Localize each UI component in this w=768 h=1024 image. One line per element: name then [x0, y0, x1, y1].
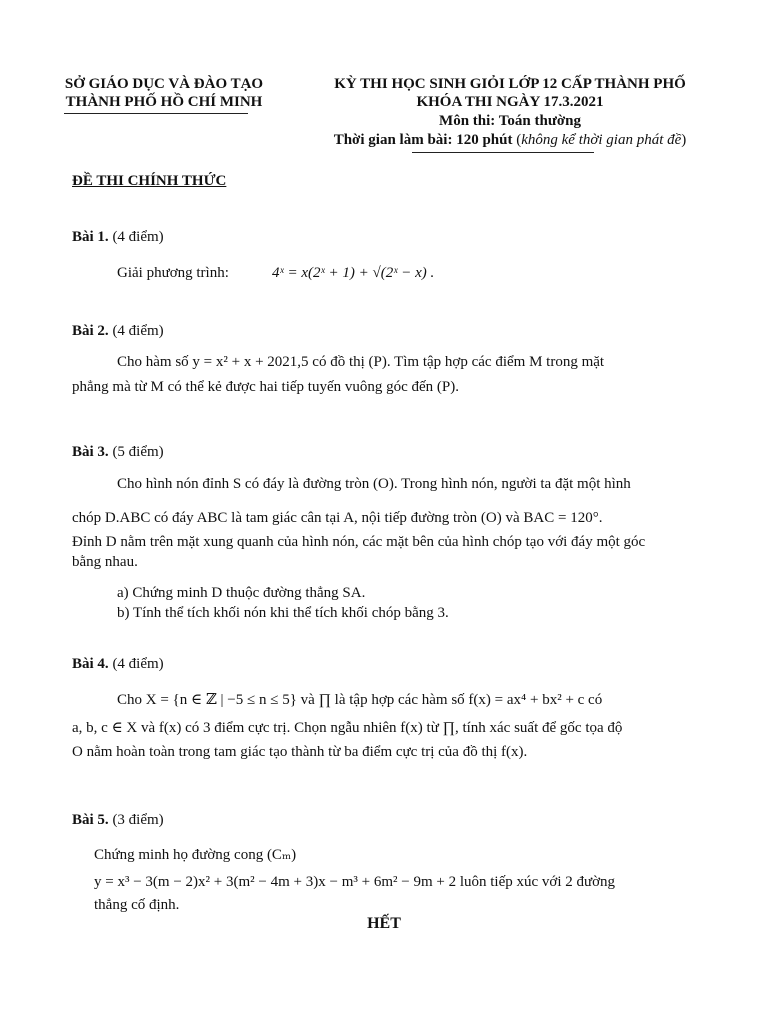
problem-3-heading [72, 444, 164, 461]
exam-time-note: không kể thời gian phát đề [521, 132, 682, 148]
problem-4-heading [72, 656, 164, 673]
problem-5-points: (3 điểm) [112, 812, 164, 828]
problem-1-title: Bài 1. [72, 229, 109, 245]
problem-1-prompt: Giải phương trình: [117, 265, 229, 281]
problem-2-line-2: phẳng mà từ M có thể kẻ được hai tiếp tuyến vuông góc đến (P). [72, 379, 460, 395]
problem-4-line-3: O nằm hoàn toàn trong tam giác tạo thành từ ba điểm cực trị của đồ thị f(x). [72, 744, 528, 760]
problem-4-title: Bài 4. [72, 656, 109, 672]
exam-subject: Môn thi: Toán thường [439, 113, 581, 129]
problem-4-line-2: a, b, c ∈ X và f(x) có 3 điểm cực trị. Chọn ngẫu nhiên f(x) từ ∏, tính xác suất để gốc tọa độ [72, 720, 623, 736]
problem-1-equation: 4ˣ = x(2ˣ + 1) + √(2ˣ − x) . [272, 265, 435, 281]
problem-5-heading [72, 812, 164, 829]
problem-2-heading [72, 323, 164, 340]
problem-3-line-3: Đỉnh D nằm trên mặt xung quanh của hình nón, các mặt bên của hình chóp tạo với đáy một góc [72, 534, 646, 550]
problem-2-line-1: Cho hàm số y = x² + x + 2021,5 có đồ thị (P). Tìm tập hợp các điểm M trong mặt [117, 354, 605, 370]
problem-5-line-2: y = x³ − 3(m − 2)x² + 3(m² − 4m + 3)x − m³ + 6m² − 9m + 2 luôn tiếp xúc với 2 đường [94, 874, 616, 890]
department-underline [64, 113, 248, 114]
problem-3-line-4: bằng nhau. [72, 554, 138, 570]
official-label: ĐỀ THI CHÍNH THỨC [72, 173, 227, 189]
problem-3-points: (5 điểm) [112, 444, 164, 460]
problem-1-points: (4 điểm) [112, 229, 164, 245]
problem-2-title: Bài 2. [72, 323, 109, 339]
problem-2-points: (4 điểm) [112, 323, 164, 339]
problem-5-line-1: Chứng minh họ đường cong (Cₘ) [94, 847, 297, 863]
problem-4-points: (4 điểm) [112, 656, 164, 672]
exam-underline [412, 152, 594, 153]
exam-time: Thời gian làm bài: 120 phút (không kể thời gian phát đề) [333, 132, 687, 148]
problem-4-line-1: Cho X = {n ∈ ℤ | −5 ≤ n ≤ 5} và ∏ là tập hợp các hàm số f(x) = ax⁴ + bx² + c có [117, 692, 603, 708]
problem-3-title: Bài 3. [72, 444, 109, 460]
exam-title-line-2: KHÓA THI NGÀY 17.3.2021 [416, 94, 604, 110]
problem-3-line-2: chóp D.ABC có đáy ABC là tam giác cân tại A, nội tiếp đường tròn (O) và BAC = 120°. [72, 510, 603, 526]
department-line-2: THÀNH PHỐ HỒ CHÍ MINH [65, 94, 263, 110]
end-label: HẾT [367, 915, 401, 932]
problem-1-heading [72, 229, 164, 246]
problem-3-line-1: Cho hình nón đỉnh S có đáy là đường tròn (O). Trong hình nón, người ta đặt một hình [117, 476, 631, 492]
problem-3-part-a: a) Chứng minh D thuộc đường thẳng SA. [117, 585, 366, 601]
problem-5-title: Bài 5. [72, 812, 109, 828]
department-line-1: SỞ GIÁO DỤC VÀ ĐÀO TẠO [64, 76, 264, 92]
exam-time-label: Thời gian làm bài: 120 phút [333, 132, 513, 148]
exam-title-line-1: KỲ THI HỌC SINH GIỎI LỚP 12 CẤP THÀNH PHỐ [334, 76, 686, 92]
problem-3-part-b: b) Tính thể tích khối nón khi thể tích khối chóp bằng 3. [117, 605, 449, 621]
problem-5-line-3: thẳng cố định. [94, 897, 180, 913]
